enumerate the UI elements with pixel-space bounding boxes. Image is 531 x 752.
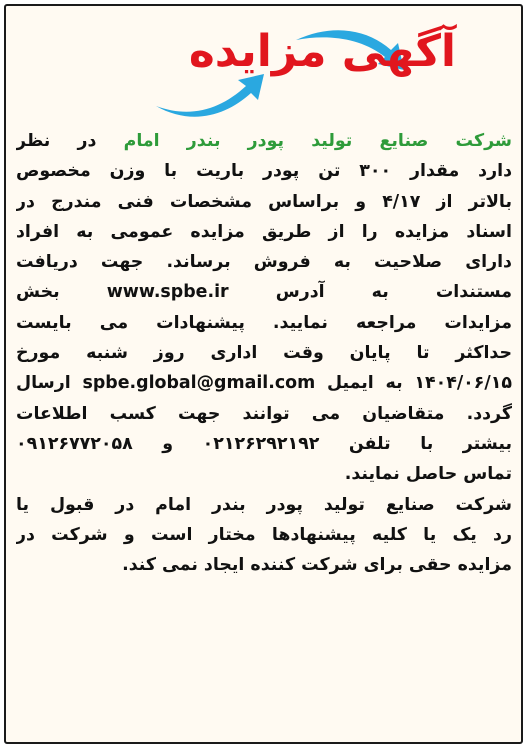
body-line-6: مستندات به آدرس www.spbe.ir بخش	[16, 282, 512, 303]
ad-body	[16, 126, 512, 580]
ad-title: آگهی مزایده	[188, 26, 456, 77]
body-line-15: مزایده حقی برای شرکت کننده ایجاد نمی کند.	[122, 555, 512, 576]
website-link[interactable]: www.spbe.ir	[106, 282, 229, 303]
body-line-10: گردد. متقاضیان می توانند جهت کسب اطلاعات	[16, 403, 512, 424]
ad-header	[6, 14, 525, 124]
left-arrow-icon	[156, 74, 264, 117]
body-line-3: بالاتر از ۴/۱۷ و براساس مشخصات فنی مندرج در	[16, 191, 512, 212]
body-line-9: ۱۴۰۴/۰۶/۱۵ به ایمیل spbe.global@gmail.com ارسال	[16, 373, 512, 394]
ad-frame	[4, 4, 523, 744]
body-line-5: دارای صلاحیت به فروش برساند. جهت دریافت	[16, 252, 512, 273]
body-line-7: مزایدات مراجعه نمایید. پیشنهادات می بایست	[16, 312, 512, 333]
body-line-11: بیشتر با تلفن ۰۲۱۲۶۲۹۲۱۹۲ و ۰۹۱۲۶۷۷۲۰۵۸	[16, 433, 512, 454]
body-line-8: حداکثر تا پایان وقت اداری روز شنبه مورخ	[16, 343, 512, 364]
email-link[interactable]: spbe.global@gmail.com	[82, 373, 316, 394]
body-line-13: شرکت صنایع تولید پودر بندر امام در قبول یا	[16, 494, 512, 515]
body-line-1: شرکت صنایع تولید پودر بندر امام در نظر	[16, 131, 512, 151]
body-line-4: اسناد مزایده را از طریق مزایده عمومی به افراد	[16, 221, 512, 242]
company-name: شرکت صنایع تولید پودر بندر امام	[123, 131, 512, 151]
body-line-14: رد یک یا کلیه پیشنهادها مختار است و شرکت در	[16, 524, 512, 545]
body-line-2: دارد مقدار ۳۰۰ تن پودر باریت با وزن مخصوص	[16, 161, 512, 182]
body-line-12: تماس حاصل نمایند.	[344, 464, 512, 485]
